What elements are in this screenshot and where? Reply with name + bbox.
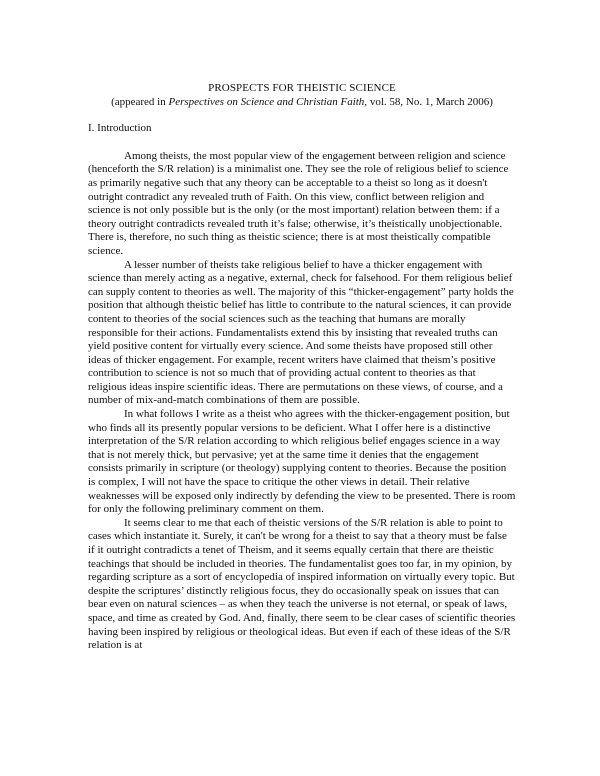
- paragraph-1: Among theists, the most popular view of the engagement between religion and science (henceforth the S/R relation) is a minimalist one. They see the role of religious belief to science as primarily negative such that any theory can be acceptable to a theist so long as it doesn't outright contradict any revealed truth of Faith. On this view, conflict between religion and science is not only possible but is the only (or the most important) relation between them: if a theory outright contradicts revealed truth it’s false; otherwise, it’s theistically unobjectionable. There is, therefore, no such thing as theistic science; there is at most theistically compatible science.: [88, 149, 509, 257]
- paragraph-3: In what follows I write as a theist who agrees with the thicker-engagement position, but who finds all its presently popular versions to be deficient. What I offer here is a distinctive interpretation of the S/R relation according to which religious belief engages science in a way that is not merely thick, but pervasive; yet at the same time it denies that the engagement consists primarily in scripture (or theology) supplying content to theories. Because the position is complex, I will not have the space to critique the other views in detail. Their relative weaknesses will be exposed only indirectly by defending the view to be presented. There is room for only the following preliminary comment on them.: [88, 408, 516, 516]
- paragraph-4: It seems clear to me that each of theistic versions of the S/R relation is able to point to cases which instantiate it. Surely, it can't be wrong for a theist to say that a theory must be false if it outright contradicts a tenet of Theism, and it seems equally certain that there are theistic teachings that should be included in theories. The fundamentalist goes too far, in my opinion, by regarding scripture as a sort of encyclopedia of inspired information on virtually every topic. But despite the scriptures’ distinctly religious focus, they do occasionally speak on issues that can bear even on natural sciences – as when they teach the universe is not eternal, or speak of laws, space, and time as created by God. And, finally, there seem to be clear cases of scientific theories having been inspired by religious or theological ideas. But even if each of these ideas of the S/R relation is at: [88, 516, 516, 652]
- paragraph-2: A lesser number of theists take religious belief to have a thicker engagement with science than merely acting as a negative, external, check for falsehood. For them religious belief can supply content to theories as well. The majority of this “thicker-engagement” party holds the position that although theistic belief has little to contribute to the natural sciences, it can provide content to theories of the social sciences such as the teaching that humans are morally responsible for their actions. Fundamentalists extend this by insisting that revealed truths can yield positive content for virtually every science. And some theists have proposed still other ideas of thicker engagement. For example, recent writers have claimed that theism’s positive contribution to science is not so much that of providing actual content to theories as that religious ideas inspire scientific ideas. There are permutations on these views, of course, and a number of mix-and-match combinations of them are possible.: [88, 258, 514, 407]
- document-page: [88, 82, 516, 653]
- publication-note-prefix: (appeared in: [111, 95, 169, 108]
- publication-note: [78, 96, 526, 110]
- publication-note-suffix: vol. 58, No. 1, March 2006): [367, 95, 493, 108]
- journal-name: Perspectives on Science and Christian Faith,: [168, 95, 368, 108]
- paper-title: PROSPECTS FOR THEISTIC SCIENCE: [208, 82, 396, 94]
- section-heading: I. Introduction: [88, 122, 152, 135]
